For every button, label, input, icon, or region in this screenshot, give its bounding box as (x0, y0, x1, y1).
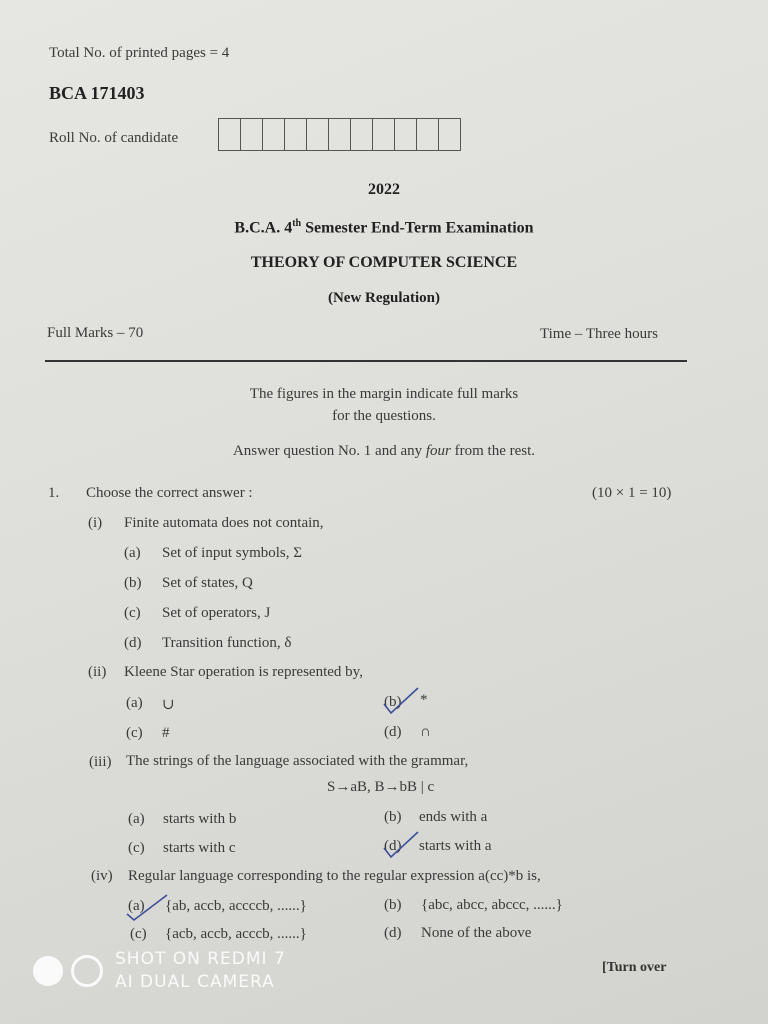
sub-question-text: Finite automata does not contain, (124, 515, 324, 531)
question-text: Choose the correct answer : (86, 485, 253, 501)
pen-tick-icon (380, 684, 422, 718)
exam-year: 2022 (368, 181, 400, 198)
turn-over: [Turn over (602, 960, 667, 975)
watermark-dot-icon (33, 956, 63, 986)
option-label: (b) (384, 694, 402, 710)
option-text: Set of input symbols, Σ (162, 545, 302, 561)
option-label: (a) (126, 695, 143, 711)
option-label: (b) (384, 897, 402, 913)
option-text: {acb, accb, acccb, ......} (165, 926, 307, 942)
option-text: starts with c (163, 840, 236, 856)
option-text: Set of operators, J (162, 605, 271, 621)
watermark-line-2: AI DUAL CAMERA (115, 972, 275, 992)
instruction-line-1: The figures in the margin indicate full marks (249, 386, 519, 402)
pen-tick-icon (124, 890, 170, 924)
sub-question-text: Regular language corresponding to the regular expression a(cc)*b is, (128, 868, 541, 884)
option-text: starts with a (419, 838, 492, 854)
option-text: None of the above (421, 925, 532, 941)
full-marks: Full Marks – 70 (47, 325, 144, 341)
option-label: (a) (124, 545, 141, 561)
option-text: ∩ (420, 724, 431, 740)
roll-number-boxes (219, 118, 461, 151)
sub-question-label: (iii) (89, 754, 112, 770)
exam-title: B.C.A. 4th Semester End-Term Examination (234, 218, 534, 237)
option-text: Transition function, δ (162, 635, 292, 651)
question-marks: (10 × 1 = 10) (592, 485, 672, 501)
option-label: (d) (384, 724, 402, 740)
option-label: (d) (124, 635, 142, 651)
option-label: (d) (384, 925, 402, 941)
regulation: (New Regulation) (327, 290, 441, 306)
camera-watermark (33, 948, 286, 994)
option-label: (b) (124, 575, 142, 591)
subject-title: THEORY OF COMPUTER SCIENCE (250, 254, 518, 271)
answer-instruction: Answer question No. 1 and any four from the rest. (232, 443, 536, 459)
option-label: (c) (130, 926, 147, 942)
sub-question-text: Kleene Star operation is represented by, (124, 664, 363, 680)
option-text: {ab, accb, accccb, ......} (165, 898, 307, 914)
sub-question-label: (i) (88, 515, 103, 531)
option-label: (c) (126, 725, 143, 741)
option-label: (a) (128, 811, 145, 827)
time-allowed: Time – Three hours (540, 326, 658, 342)
paper-code: BCA 171403 (49, 83, 145, 103)
sub-question-label: (iv) (91, 868, 113, 884)
option-text: * (420, 692, 428, 708)
option-text: ∪ (162, 697, 175, 713)
sub-question-text: The strings of the language associated with the grammar, (126, 753, 469, 769)
roll-label: Roll No. of candidate (49, 130, 179, 146)
option-label: (d) (384, 838, 402, 854)
option-text: Set of states, Q (162, 575, 253, 591)
option-text: # (162, 725, 170, 741)
watermark-line-1: SHOT ON REDMI 7 (115, 949, 286, 969)
watermark-ring-icon (71, 955, 103, 987)
option-label: (a) (128, 898, 145, 914)
question-number: 1. (48, 485, 60, 501)
option-text: ends with a (419, 809, 488, 825)
instruction-line-2: for the questions. (332, 408, 436, 424)
option-label: (c) (128, 840, 145, 856)
printed-pages: Total No. of printed pages = 4 (49, 45, 230, 61)
header-divider (45, 360, 687, 362)
option-text: starts with b (163, 811, 237, 827)
option-label: (b) (384, 809, 402, 825)
option-label: (c) (124, 605, 141, 621)
sub-question-label: (ii) (88, 664, 107, 680)
option-text: {abc, abcc, abccc, ......} (421, 897, 563, 913)
grammar-rule: S→aB, B→bB | c (327, 779, 435, 795)
pen-tick-icon (380, 828, 422, 862)
